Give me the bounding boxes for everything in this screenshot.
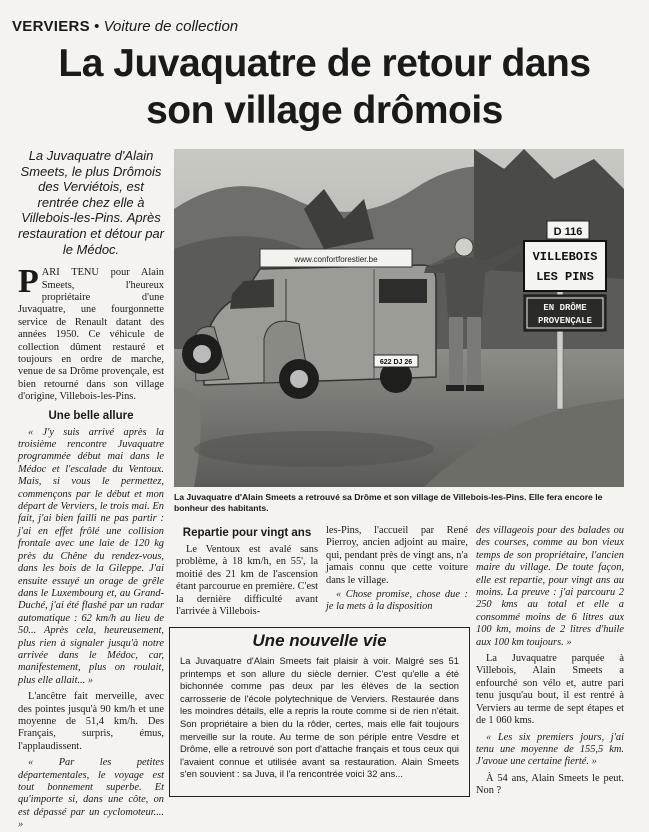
photo-plate-text: 622 DJ 26 xyxy=(379,359,413,366)
quote-departementales: « Par les petites départementales, le voyage est tout bonnement superbe. Et qu'importe si, dans une côte, on est dépassé par un cyclomoteur.... » xyxy=(18,757,164,831)
sign-sub-2: PROVENÇALE xyxy=(537,316,593,326)
rubric-separator: • xyxy=(94,18,100,35)
rubric-section: Voiture de collection xyxy=(103,18,239,35)
intro-text: ARI TENU pour Alain Smeets, l'heureux propriétaire d'une Juvaquatre, une fourgonnette service de Renault datant des années 1950. Ce véhicule de collection dûment restauré et toujours en ordre de marche, venue de sa Drôme provençale, est bien retourné dans son village d'origine, Villebois-les-Pins. xyxy=(18,267,164,403)
sign-line-1: VILLEBOIS xyxy=(532,250,598,264)
quote-promise: « Chose promise, chose due : je la mets à la disposition xyxy=(326,589,468,613)
box-title: Une nouvelle vie xyxy=(252,631,387,650)
column-2 xyxy=(176,525,318,618)
photo-juvaquatre xyxy=(174,149,624,487)
subhead-belle-allure: Une belle allure xyxy=(48,409,134,422)
rubric xyxy=(12,18,238,35)
paragraph-ventoux: Le Ventoux est avalé sans problème, à 18 km/h, en 55', la moitié des 21 km de l'ascension étant parcourue en première. C'est la dernière difficulté avant l'arrivée à Villebois- xyxy=(176,544,318,618)
column-4 xyxy=(476,525,624,798)
headline: La Juvaquatre de retour dans son village drômois xyxy=(58,42,591,132)
quote-six-jours: « Les six premiers jours, j'ai tenu une moyenne de 155,5 km. J'avoue une certaine fierté. » xyxy=(476,731,624,768)
photo-caption: La Juvaquatre d'Alain Smeets a retrouvé sa Drôme et son village de Villebois-les-Pins. Elle fera encore le bonheur des habitants. xyxy=(174,492,603,513)
paragraph-pierroy: les-Pins, l'accueil par René Pierroy, ancien adjoint au maire, qui, pendant près de vingt ans, n'a jamais connu que cette voiture dans le village. xyxy=(326,525,468,586)
paragraph-ancetre: L'ancêtre fait merveille, avec des pointes jusqu'à 90 km/h et une moyenne de 51,4 km/h. Des Français, surpris, émus, l'applaudissent. xyxy=(18,691,164,752)
quote-villageois: des villageois pour des balades ou des courses, comme au bon vieux temps de son propriétaire, l'ancien maire du village. De toute façon, elle est repartie, pour vingt ans au moins. La preuve : j'ai parcouru 2 250 kms au total et elle a consommé moins de 6 litres aux 100 km, moins de 2 litres d'huile aux 100 km toujours. » xyxy=(476,525,624,648)
chapeau: La Juvaquatre d'Alain Smeets, le plus Drômois des Verviétois, est rentrée chez elle à Villebois-les-Pins. Après restauration et détour par le Médoc. xyxy=(18,148,164,257)
subhead-repartie: Repartie pour vingt ans xyxy=(182,527,312,539)
photo-banner-text: www.confortforestier.be xyxy=(294,255,378,264)
dropcap: P xyxy=(18,263,39,301)
quote-voyage: « J'y suis arrivé après la troisième rencontre Juvaquatre programmée début mai dans le Médoc et l'escalade du Ventoux. Mais, si vous le permettez, commençons par le début et mon départ de Verviers, le trois mai. En fait, j'ai bien failli ne pas partir : j'ai en effet frôlé une collision frontale avec une laie de 120 kg près du Chêne du rendez-vous, dans les bois de la Gileppe. J'ai ensuite essuyé un orage de grêle dans le Luxembourg et, au Grand-Duché, j'ai été flashé par un radar automatique : 62 km/h au lieu de 50... Après cela, heureusement, plus rien à signaler jusqu'à notre arrivée dans le Médoc, car, manifestement, plus on roulait, plus elle allait... » xyxy=(18,426,164,686)
sign-line-2: LES PINS xyxy=(536,270,594,284)
column-3 xyxy=(326,525,468,614)
intro-paragraph xyxy=(18,263,164,403)
paragraph-conclusion: À 54 ans, Alain Smeets le peut. Non ? xyxy=(476,772,624,797)
sign-road-number: D 116 xyxy=(553,226,583,238)
rubric-city: VERVIERS xyxy=(12,18,90,35)
column-1 xyxy=(18,148,164,832)
sidebar-box-nouvelle-vie xyxy=(169,627,470,797)
paragraph-velo: La Juvaquatre parquée à Villebois, Alain Smeets a enfourché son vélo et, autre pari tenu jusqu'au bout, il est rentré à Verviers au terme de sept étapes et de 1 060 kms. xyxy=(476,653,624,727)
box-text: La Juvaquatre d'Alain Smeets fait plaisir à voir. Malgré ses 51 printemps et son allure du siècle dernier. C'est qu'elle a été bichonnée comme pas deux par les élèves de la section carrosserie de l'école polytechnique de Verviers. Restaurée dans les moindres détails, elle a repris la route comme si de rien n'était. Son propriétaire a bien du la rôder, certes, mais elle fait toujours merveille sur la route. Au terme de son périple entre Vesdre et Drôme, elle a retrouvé son port d'attache français et tous ceux qui l'avaient connue et utilisée avant sa restauration. Alain Smeets s'en souvient : sa Juva, il l'a rencontrée voici 32 ans... xyxy=(180,655,459,780)
sign-sub-1: EN DRÔME xyxy=(543,303,587,313)
